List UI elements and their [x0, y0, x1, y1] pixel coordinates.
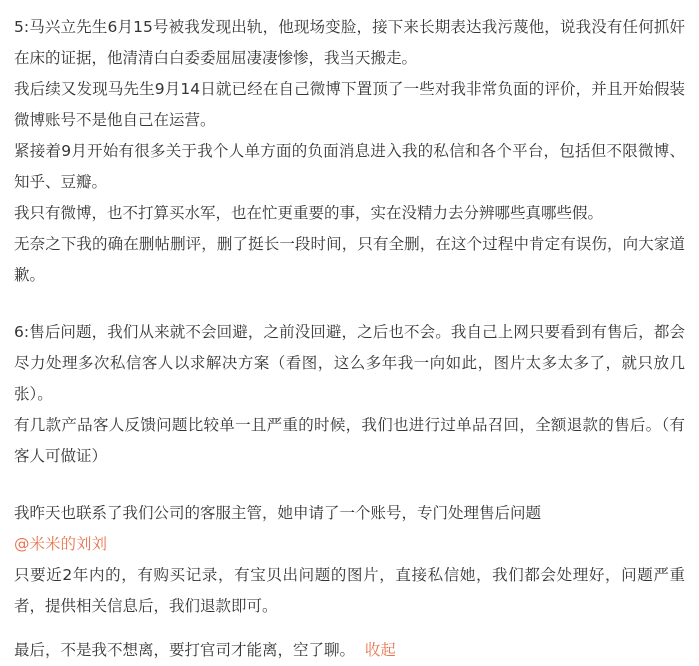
paragraph: 6:售后问题，我们从来就不会回避，之前没回避，之后也不会。我自己上网只要看到有售后，都会尽力处理多次私信客人以求解决方案（看图，这么多年我一向如此，图片太多太多了，就只放几张）。 [14, 323, 685, 403]
paragraph-spacer [14, 472, 685, 498]
collapse-button[interactable]: 收起 [364, 641, 396, 659]
paragraph: 我后续又发现马先生9月14日就已经在自己微博下置顶了一些对我非常负面的评价，并且开始假装微博账号不是他自己在运营。 [14, 80, 685, 129]
paragraph: 无奈之下我的确在删帖删评，删了挺长一段时间，只有全删，在这个过程中肯定有误伤，向大家道歉。 [14, 235, 685, 284]
user-mention-link[interactable]: @米米的刘刘 [14, 535, 108, 553]
paragraph: 我只有微博，也不打算买水军，也在忙更重要的事，实在没精力去分辨哪些真哪些假。 [14, 204, 604, 222]
final-paragraph [14, 635, 685, 666]
paragraph: 只要近2年内的，有购买记录，有宝贝出问题的图片，直接私信她，我们都会处理好，问题严重者，提供相关信息后，我们退款即可。 [14, 566, 685, 615]
mention-line [14, 529, 685, 560]
paragraph: 我昨天也联系了我们公司的客服主管，她申请了一个账号，专门处理售后问题 [14, 504, 542, 522]
paragraph-spacer [14, 622, 685, 635]
paragraph: 有几款产品客人反馈问题比较单一且严重的时候，我们也进行过单品召回，全额退款的售后。（有客人可做证） [14, 416, 685, 465]
paragraph: 5:马兴立先生6月15号被我发现出轨，他现场变脸，接下来长期表达我污蔑他，说我没有任何抓奸在床的证据，他清清白白委委屈屈凄凄惨惨，我当天搬走。 [14, 18, 685, 67]
final-text: 最后，不是我不想离，要打官司才能离，空了聊。 [14, 641, 356, 659]
paragraph: 紧接着9月开始有很多关于我个人单方面的负面消息进入我的私信和各个平台，包括但不限微博、知乎、豆瓣。 [14, 142, 685, 191]
paragraph-spacer [14, 291, 685, 317]
